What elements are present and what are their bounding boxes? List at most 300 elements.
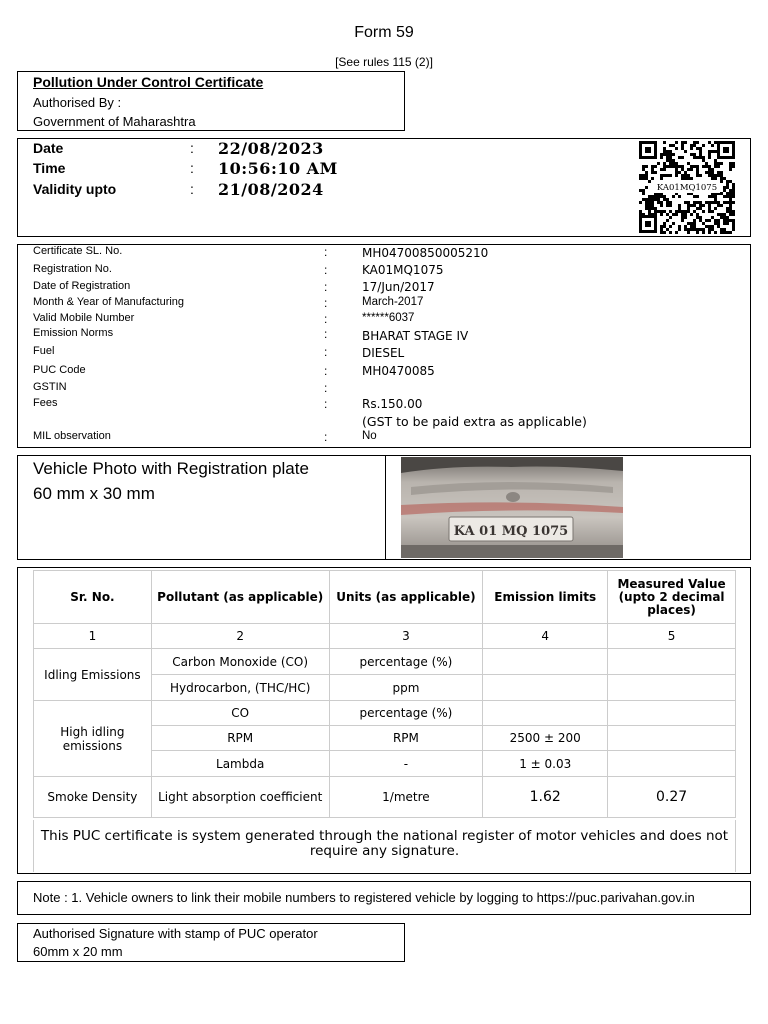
qr-module [654,171,657,174]
qr-module [711,201,714,204]
qr-module [720,231,723,234]
qr-module [666,153,669,156]
qr-module [705,219,708,222]
photo-size-label: 60 mm x 30 mm [33,484,155,503]
qr-module [690,153,693,156]
qr-module [672,165,675,168]
qr-module [669,156,672,159]
detail-colon: : [324,381,328,395]
qr-module [693,165,696,168]
qr-module [687,204,690,207]
qr-module [693,201,696,204]
qr-module [702,222,705,225]
qr-module [726,222,729,225]
qr-module [678,225,681,228]
qr-module [726,201,729,204]
qr-module [732,225,735,228]
qr-module [714,207,717,210]
qr-module [666,213,669,216]
qr-module [732,189,735,192]
limit-cell [483,701,608,726]
qr-module [714,201,717,204]
gstin-label: GSTIN [33,381,67,393]
detail-colon: : [324,345,328,359]
qr-module [708,231,711,234]
registration-no-label: Registration No. [33,263,112,275]
qr-module [720,162,723,165]
qr-module [711,174,714,177]
certificate-title: Pollution Under Control Certificate [33,74,264,90]
qr-module [669,201,672,204]
pollutant-cell: Carbon Monoxide (CO) [151,649,329,675]
qr-module [672,213,675,216]
qr-module [660,156,663,159]
qr-module [690,222,693,225]
qr-module [714,177,717,180]
qr-module [666,150,669,153]
qr-module [654,195,657,198]
qr-module [732,210,735,213]
qr-module [729,207,732,210]
qr-module [678,228,681,231]
validity-colon: : [190,181,194,197]
qr-module [720,216,723,219]
qr-module [702,228,705,231]
date-label: Date [33,140,64,156]
qr-module [678,207,681,210]
fees-value: Rs.150.00 [362,397,423,411]
qr-module [723,222,726,225]
note-box [17,881,751,915]
qr-module [663,222,666,225]
qr-module [705,162,708,165]
qr-module [651,168,654,171]
qr-module [723,195,726,198]
qr-module [720,192,723,195]
qr-module [651,165,654,168]
qr-module [663,147,666,150]
form-title: Form 59 [354,24,414,41]
qr-module [708,174,711,177]
validity-label: Validity upto [33,181,117,197]
qr-module [687,231,690,234]
qr-module [651,207,654,210]
qr-module [696,231,699,234]
qr-module [729,201,732,204]
qr-module [663,195,666,198]
qr-module [681,156,684,159]
qr-module [660,195,663,198]
qr-module [711,195,714,198]
qr-module [666,198,669,201]
qr-module [669,144,672,147]
qr-module [726,219,729,222]
qr-module [681,177,684,180]
pollutant-cell: CO [151,701,329,726]
qr-module [702,210,705,213]
qr-module [708,201,711,204]
qr-module [669,150,672,153]
emission-norms-value: BHARAT STAGE IV [362,329,469,343]
authorised-by-label: Authorised By : [33,95,122,110]
qr-module [669,174,672,177]
qr-module [672,162,675,165]
qr-module [681,165,684,168]
qr-module [657,198,660,201]
header-emission-limits: Emission limits [483,571,608,624]
qr-module [648,198,651,201]
qr-module [675,168,678,171]
qr-module [654,165,657,168]
qr-module [675,162,678,165]
date-time-box [17,138,751,237]
qr-module [666,228,669,231]
qr-module [666,156,669,159]
limit-cell: 1.62 [483,777,608,818]
fees-gst-note: (GST to be paid extra as applicable) [362,414,587,429]
qr-module [732,183,735,186]
qr-module [675,141,678,144]
qr-module [675,210,678,213]
qr-module [696,228,699,231]
idling-emissions-label: Idling Emissions [34,649,152,701]
qr-module [660,225,663,228]
qr-module [645,204,648,207]
qr-module [699,228,702,231]
month-year-manufacturing-label: Month & Year of Manufacturing [33,296,185,308]
certificate-sl-no-value: MH04700850005210 [362,246,489,260]
qr-module [726,180,729,183]
unit-cell: ppm [329,675,483,701]
qr-module [708,210,711,213]
certificate-header-box [17,71,405,131]
authority-name: Government of Maharashtra [33,114,196,129]
qr-module [693,228,696,231]
emission-box [17,567,751,874]
qr-module [702,204,705,207]
detail-colon: : [324,364,328,378]
qr-module [723,189,726,192]
qr-module [708,165,711,168]
qr-module [687,207,690,210]
qr-module [687,222,690,225]
qr-module [648,201,651,204]
month-year-manufacturing-value: March-2017 [362,296,424,308]
qr-module [648,204,651,207]
qr-module [702,159,705,162]
qr-module [675,165,678,168]
detail-colon: : [324,263,328,277]
signature-box [17,923,405,962]
unit-cell: percentage (%) [329,701,483,726]
qr-module [675,171,678,174]
header-measured-value: Measured Value (upto 2 decimal places) [608,571,736,624]
qr-module [702,144,705,147]
qr-module [726,231,729,234]
qr-module [696,168,699,171]
qr-module [699,156,702,159]
qr-module [693,219,696,222]
qr-module [693,222,696,225]
qr-module [693,204,696,207]
qr-module [711,210,714,213]
qr-module [696,174,699,177]
qr-module [663,168,666,171]
qr-module [714,165,717,168]
qr-module [645,177,648,180]
qr-module [666,204,669,207]
qr-module [732,165,735,168]
qr-module [699,216,702,219]
qr-module [693,144,696,147]
col-number: 3 [329,624,483,649]
qr-module [690,177,693,180]
qr-module [672,159,675,162]
date-value: 22/08/2023 [218,139,324,158]
qr-module [681,147,684,150]
qr-module [720,204,723,207]
qr-module [717,201,720,204]
qr-module [714,231,717,234]
qr-module [714,162,717,165]
qr-module [696,165,699,168]
qr-module [690,213,693,216]
qr-module [678,171,681,174]
qr-module [666,219,669,222]
qr-module [732,186,735,189]
qr-module [660,210,663,213]
qr-module [660,153,663,156]
mil-observation-value: No [362,430,377,442]
qr-module [684,213,687,216]
detail-colon: : [324,296,328,310]
detail-colon: : [324,430,328,444]
limit-cell [483,649,608,675]
qr-module [663,162,666,165]
qr-module [714,159,717,162]
qr-module [726,216,729,219]
limit-cell: 2500 ± 200 [483,726,608,751]
qr-module [672,222,675,225]
qr-module [723,213,726,216]
qr-module [687,162,690,165]
qr-module [702,165,705,168]
qr-module [729,219,732,222]
qr-module [708,204,711,207]
qr-module [645,207,648,210]
qr-module [732,219,735,222]
note-text: Note : 1. Vehicle owners to link their mobile numbers to registered vehicle by logging to https://puc.parivahan.gov.in [33,890,695,905]
qr-module [708,228,711,231]
qr-module [696,141,699,144]
qr-module [642,177,645,180]
qr-module [717,213,720,216]
qr-module [660,201,663,204]
qr-module [642,165,645,168]
col-number: 4 [483,624,608,649]
qr-module [672,195,675,198]
qr-module [726,195,729,198]
qr-module [705,225,708,228]
signature-label: Authorised Signature with stamp of PUC operator [33,926,318,941]
detail-colon: : [324,312,328,326]
header-units: Units (as applicable) [329,571,483,624]
qr-module [717,204,720,207]
qr-module [642,198,645,201]
vehicle-photo [401,457,623,558]
measured-cell [608,675,736,701]
qr-registration-text: KA01MQ1075 [656,183,718,193]
qr-module [687,168,690,171]
valid-mobile-number-value: ******6037 [362,312,415,324]
qr-module [717,174,720,177]
qr-module [660,204,663,207]
qr-module [642,189,645,192]
qr-module [702,231,705,234]
qr-module [693,156,696,159]
qr-module [726,210,729,213]
rules-reference: [See rules 115 (2)] [335,55,433,69]
pollutant-cell: Lambda [151,751,329,777]
qr-module [684,210,687,213]
qr-module [699,207,702,210]
qr-module [720,171,723,174]
qr-module [684,216,687,219]
qr-module [699,174,702,177]
qr-module [666,159,669,162]
date-colon: : [190,140,194,156]
qr-module [684,177,687,180]
qr-module [711,225,714,228]
qr-module [708,150,711,153]
qr-module [687,174,690,177]
qr-module [651,171,654,174]
qr-module [723,216,726,219]
qr-module [687,177,690,180]
qr-module [714,195,717,198]
qr-module [687,228,690,231]
qr-module [699,150,702,153]
header-sr-no: Sr. No. [34,571,152,624]
qr-module [669,153,672,156]
qr-module [729,198,732,201]
qr-module [666,165,669,168]
qr-module [660,177,663,180]
photo-divider [385,456,386,559]
qr-module [708,168,711,171]
qr-module [693,225,696,228]
qr-module [660,231,663,234]
qr-module [714,219,717,222]
fuel-value: DIESEL [362,346,405,360]
qr-module [696,156,699,159]
qr-module [720,174,723,177]
qr-module [672,144,675,147]
unit-cell: percentage (%) [329,649,483,675]
qr-module [717,171,720,174]
qr-module [714,222,717,225]
qr-module [723,186,726,189]
qr-module [657,201,660,204]
qr-module [669,165,672,168]
qr-module [708,153,711,156]
qr-module [675,213,678,216]
unit-cell: 1/metre [329,777,483,818]
qr-module [660,174,663,177]
qr-module [645,201,648,204]
qr-module [723,201,726,204]
qr-module [639,189,642,192]
qr-module [675,231,678,234]
qr-module [681,168,684,171]
qr-module [669,204,672,207]
qr-module [729,165,732,168]
qr-module [684,141,687,144]
detail-colon: : [324,245,328,259]
qr-module [711,150,714,153]
qr-module [732,195,735,198]
qr-module [732,222,735,225]
qr-module [684,174,687,177]
smoke-density-label: Smoke Density [34,777,152,818]
validity-value: 21/08/2024 [218,180,324,199]
qr-module [639,210,642,213]
qr-module [729,231,732,234]
qr-module [639,174,642,177]
qr-module [699,201,702,204]
signature-size-label: 60mm x 20 mm [33,944,123,959]
qr-module [723,219,726,222]
unit-cell: - [329,751,483,777]
qr-module [732,192,735,195]
vehicle-photo-box [17,455,751,560]
qr-module [699,219,702,222]
date-of-registration-label: Date of Registration [33,280,131,292]
qr-module [663,141,666,144]
qr-module [648,210,651,213]
qr-module [714,198,717,201]
qr-module [729,192,732,195]
qr-module [690,228,693,231]
qr-module [681,216,684,219]
qr-module [729,168,732,171]
qr-module [663,198,666,201]
col-number: 5 [608,624,736,649]
certificate-sl-no-label: Certificate SL. No. [33,245,123,257]
emission-norms-label: Emission Norms [33,327,114,339]
time-label: Time [33,160,66,176]
table-row [34,649,736,675]
qr-module [681,219,684,222]
qr-module [684,150,687,153]
qr-module [675,174,678,177]
unit-cell: RPM [329,726,483,751]
date-of-registration-value: 17/Jun/2017 [362,280,435,294]
qr-module [645,171,648,174]
qr-module [684,201,687,204]
qr-module [696,207,699,210]
qr-module [729,213,732,216]
table-row [34,701,736,726]
qr-module [639,201,642,204]
qr-module [729,210,732,213]
qr-module [648,207,651,210]
limit-cell [483,675,608,701]
qr-module [639,177,642,180]
qr-module [669,216,672,219]
qr-module [708,141,711,144]
qr-module [696,201,699,204]
